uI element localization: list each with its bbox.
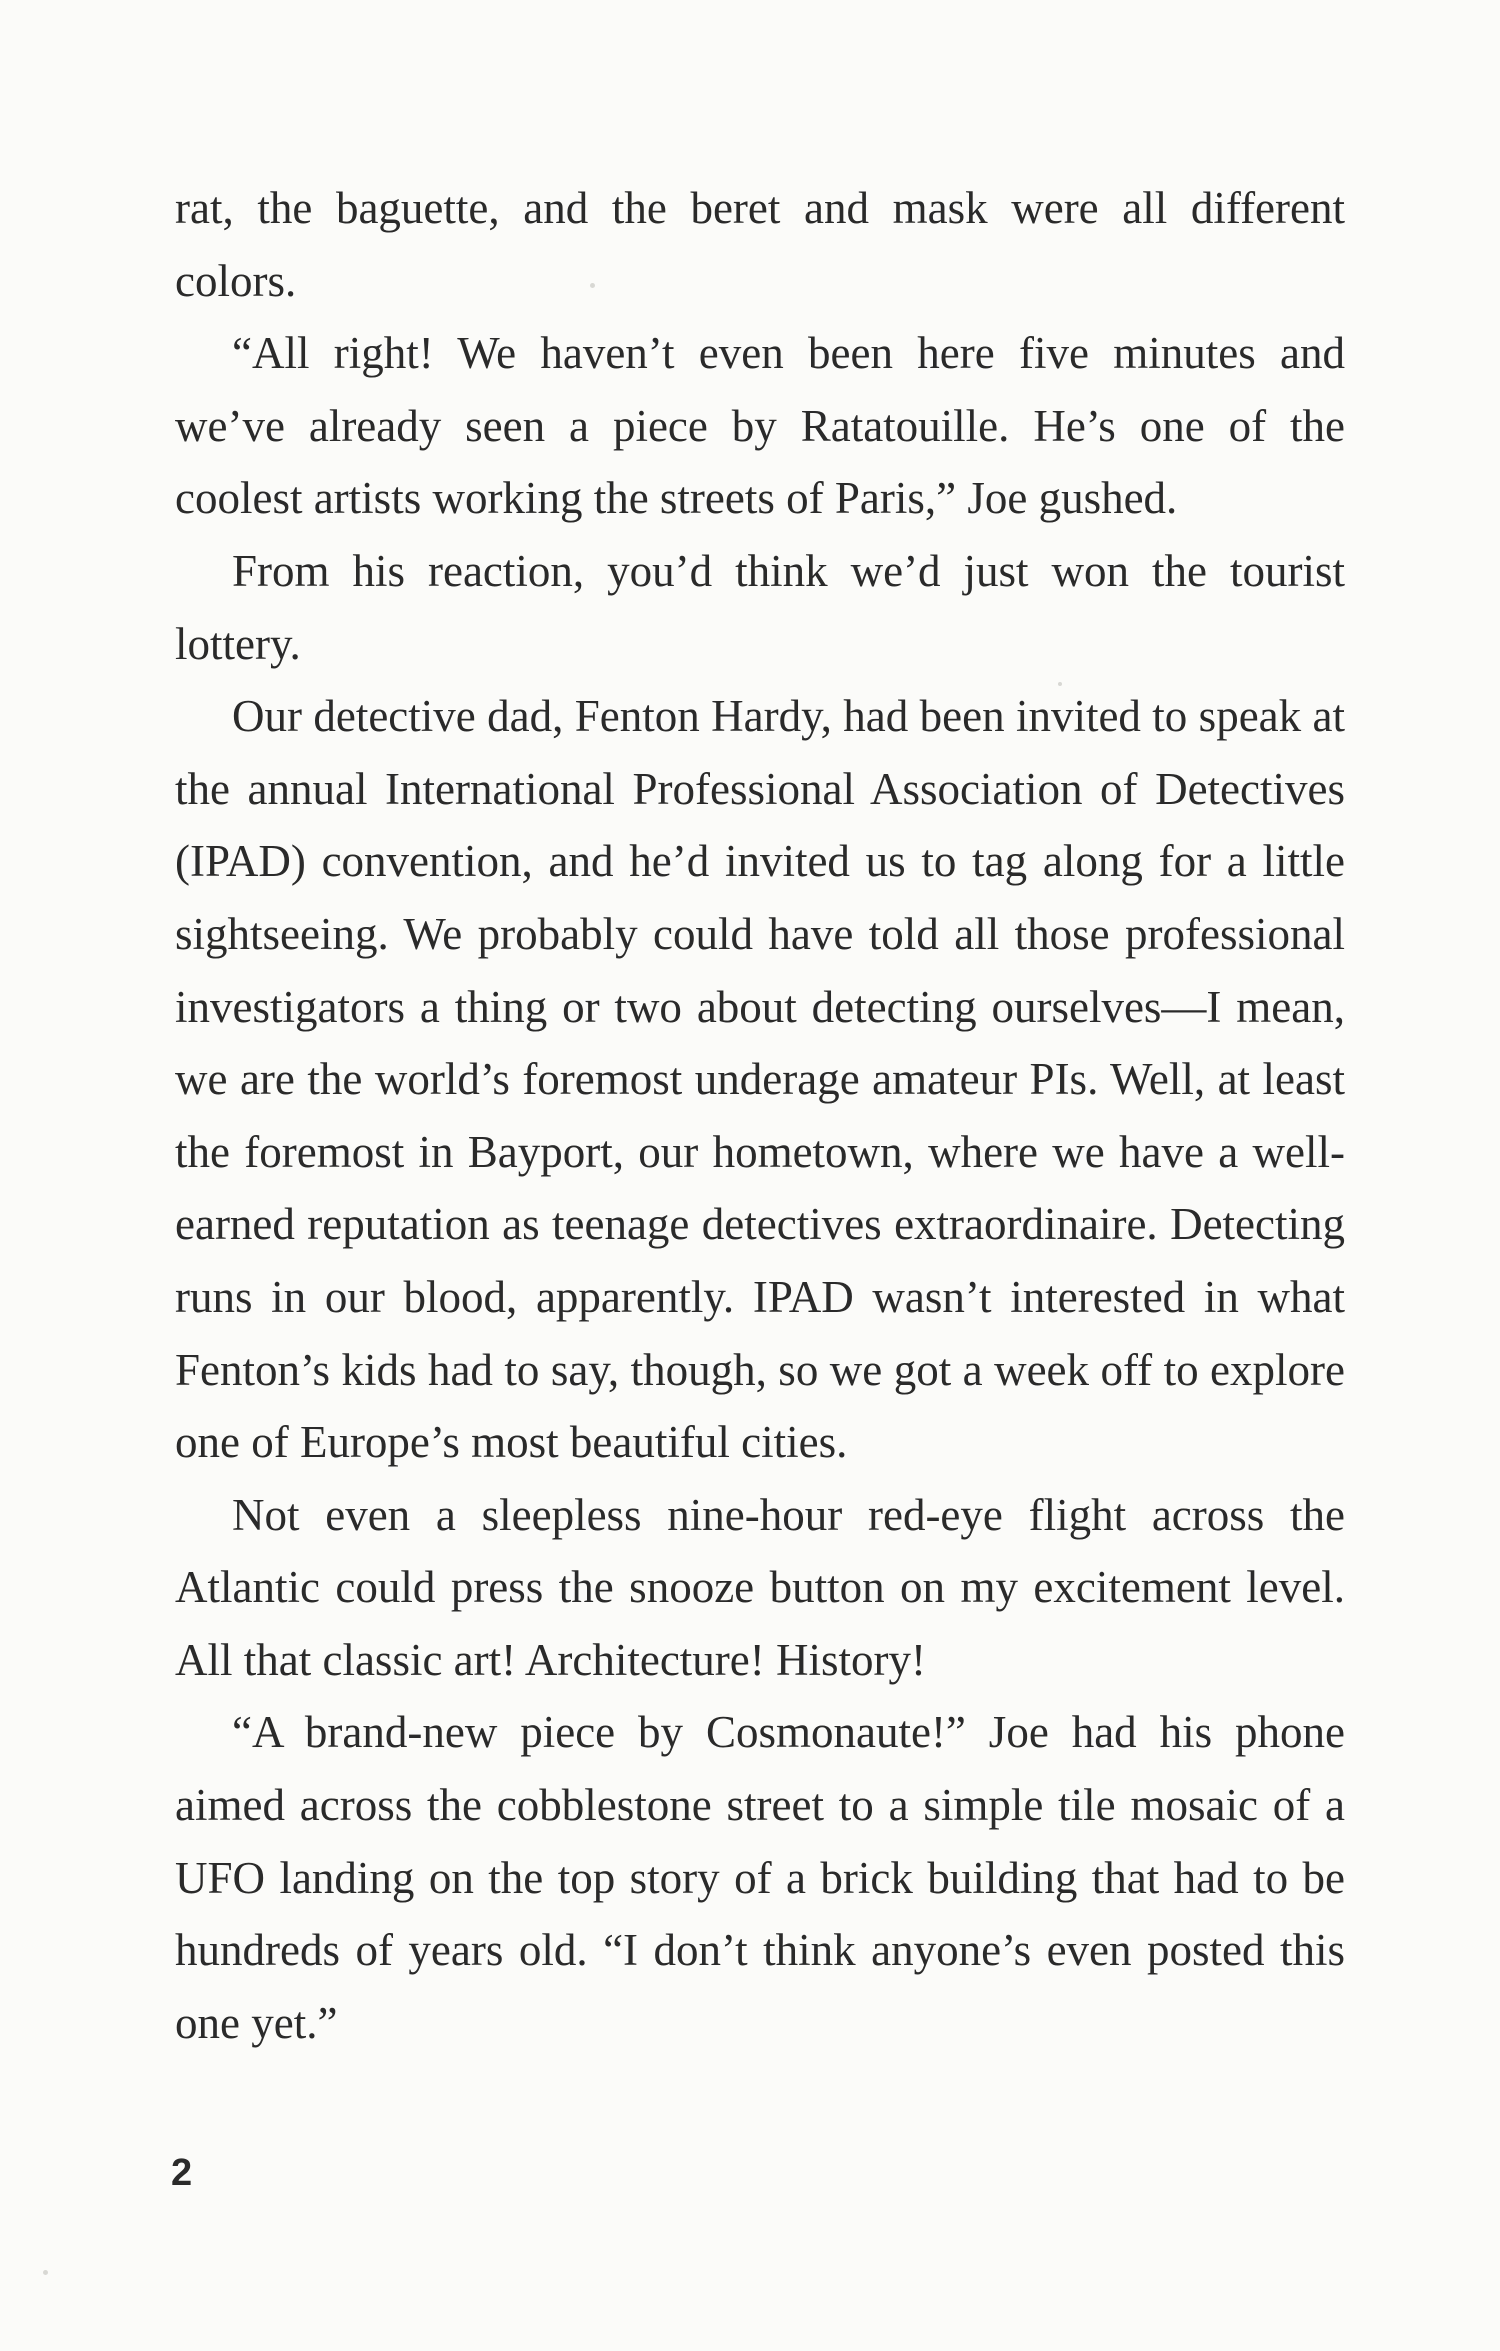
paragraph: “All right! We haven’t even been here five minutes and we’ve already seen a piece by Ratatouille. He’s one of the coolest artists working the streets of Paris,” Joe gushed. [175, 328, 1345, 524]
page-number: 2 [171, 2152, 193, 2194]
paper-speck [43, 2270, 48, 2275]
paragraph: Our detective dad, Fenton Hardy, had been invited to speak at the annual International Professional Association of Detectives (IPAD) convention, and he’d invited us to tag along for a little sightseeing. We probably could have told all those professional investigators a thing or two about detecting ourselves—I mean, we are the world’s foremost underage amateur PIs. Well, at least the foremost in Bayport, our hometown, where we have a well-earned reputation as teenage detectives extraordinaire. Detecting runs in our blood, apparently. IPAD wasn’t interested in what Fenton’s kids had to say, though, so we got a week off to explore one of Europe’s most beautiful cities. [175, 691, 1345, 1468]
body-text [175, 172, 1345, 2059]
paragraph: From his reaction, you’d think we’d just won the tourist lottery. [175, 545, 1345, 669]
paragraph: “A brand-new piece by Cosmonaute!” Joe had his phone aimed across the cobblestone street to a simple tile mosaic of a UFO landing on the top story of a brick building that had to be hundreds of years old. “I don’t think anyone’s even posted this one yet.” [175, 1707, 1345, 2048]
paragraph: Not even a sleepless nine-hour red-eye flight across the Atlantic could press the snooze button on my excitement level. All that classic art! Architecture! History! [175, 1489, 1345, 1685]
paragraph: rat, the baguette, and the beret and mask were all different colors. [175, 183, 1345, 306]
